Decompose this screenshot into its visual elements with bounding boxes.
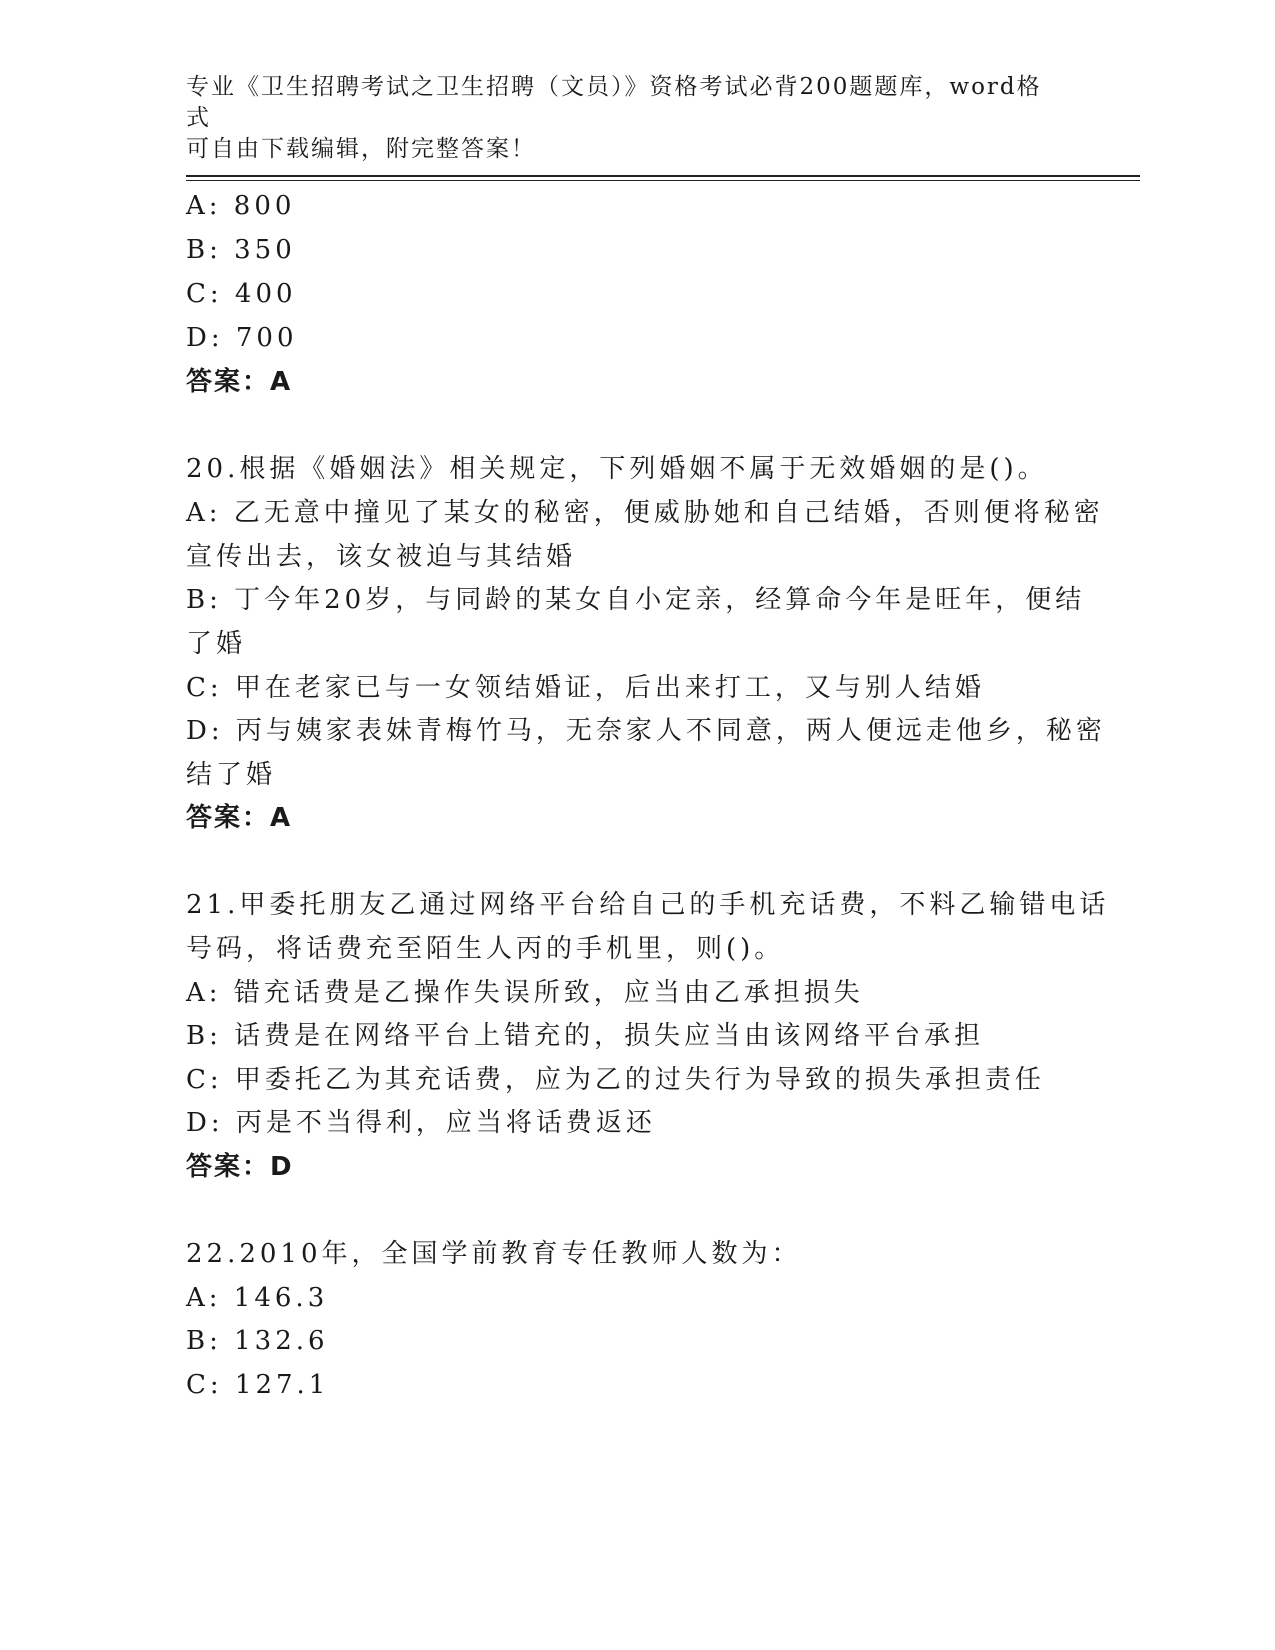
q22-option-c: C: 127.1: [186, 1370, 330, 1400]
q20-answer: 答案：A: [186, 803, 293, 833]
q22-stem: 22.2010年，全国学前教育专任教师人数为：: [186, 1239, 802, 1269]
q22-option-b: B: 132.6: [186, 1326, 329, 1356]
q20-stem: 20.根据《婚姻法》相关规定，下列婚姻不属于无效婚姻的是()。: [186, 454, 1048, 484]
q22-option-a: A: 146.3: [186, 1283, 329, 1313]
q21-option-c: C: 甲委托乙为其充话费，应为乙的过失行为导致的损失承担责任: [186, 1065, 1045, 1095]
q20-option-c: C: 甲在老家已与一女领结婚证，后出来打工，又与别人结婚: [186, 673, 985, 703]
header-divider-thin: [186, 180, 1140, 181]
q21-stem-line-1: 21.甲委托朋友乙通过网络平台给自己的手机充话费，不料乙输错电话: [186, 890, 1110, 920]
q19-option-d: D: 700: [186, 323, 298, 353]
q19-option-a: A: 800: [186, 191, 296, 221]
document-header: [186, 72, 1066, 165]
q20-option-a-line-1: A: 乙无意中撞见了某女的秘密，便威胁她和自己结婚，否则便将秘密: [186, 498, 1104, 528]
q21-option-d: D: 丙是不当得利，应当将话费返还: [186, 1108, 656, 1138]
q19-answer: 答案：A: [186, 367, 293, 397]
q21-option-b: B: 话费是在网络平台上错充的，损失应当由该网络平台承担: [186, 1021, 985, 1051]
q20-option-b-line-1: B: 丁今年20岁，与同龄的某女自小定亲，经算命今年是旺年，便结: [186, 585, 1086, 615]
q21-stem-line-2: 号码，将话费充至陌生人丙的手机里，则()。: [186, 934, 785, 964]
q20-option-a-line-2: 宣传出去，该女被迫与其结婚: [186, 542, 577, 572]
q21-option-a: A: 错充话费是乙操作失误所致，应当由乙承担损失: [186, 978, 864, 1008]
header-title-line-1: 专业《卫生招聘考试之卫生招聘（文员）》资格考试必背200题题库，word格式: [186, 74, 1042, 131]
q21-answer: 答案：D: [186, 1152, 294, 1182]
q20-option-b-line-2: 了婚: [186, 629, 247, 659]
header-title-line-2: 可自由下载编辑，附完整答案！: [186, 136, 536, 162]
q19-option-b: B: 350: [186, 235, 296, 265]
q20-option-d-line-2: 结了婚: [186, 760, 277, 790]
header-divider-thick: [186, 175, 1140, 177]
q20-option-d-line-1: D: 丙与姨家表妹青梅竹马，无奈家人不同意，两人便远走他乡，秘密: [186, 716, 1106, 746]
q19-option-c: C: 400: [186, 279, 297, 309]
